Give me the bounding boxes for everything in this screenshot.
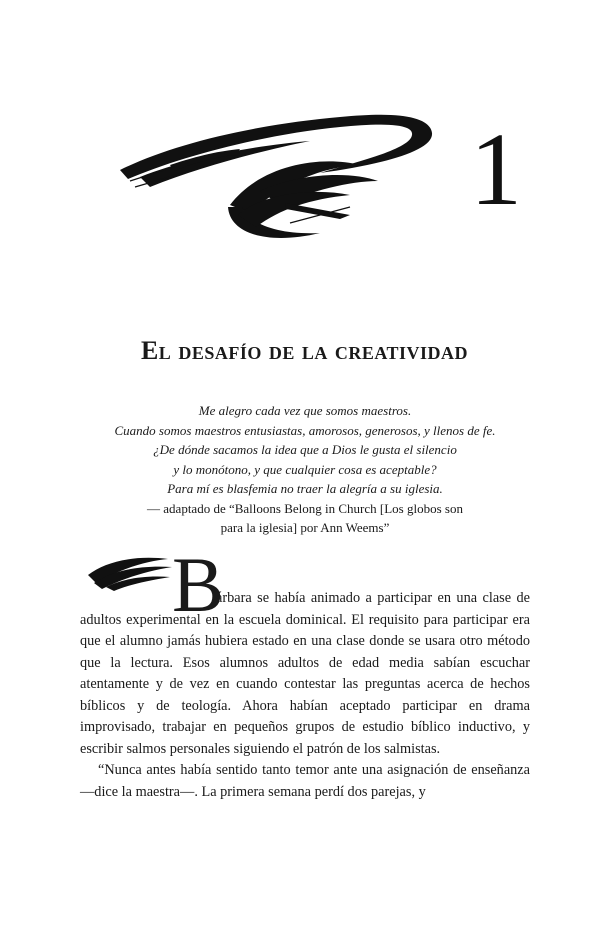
epigraph-line: Me alegro cada vez que somos maestros. — [198, 403, 412, 418]
paragraph-text: árbara se había animado a participar en una clase de adultos experimental en la escuela dominical. El requisito para participar era que el alumno jamás hubiera estado en una clase donde se usara otro método que la lectura. Esos alumnos adultos de edad media sabían escuchar atentamente y de vez en cuando contestar las preguntas acerca de hechos bíblicos y de teología. Ahora habían aceptado participar en drama improvisado, trabajar en pequeños grupos de estudio bíblico inductivo, y escribir salmos personales siguiendo el patrón de los salmistas. — [80, 590, 530, 757]
epigraph-line: Para mí es blasfemia no traer la alegría a su iglesia. — [167, 481, 443, 496]
body-paragraph — [80, 588, 530, 760]
chapter-number: 1 — [470, 112, 522, 227]
drop-cap: B — [172, 541, 225, 628]
epigraph-line: ¿De dónde sacamos la idea que a Dios le gusta el silencio — [153, 442, 457, 457]
epigraph — [110, 401, 500, 538]
brush-stroke-ornament — [110, 95, 460, 255]
epigraph-attribution: para la iglesia] por Ann Weems” — [220, 520, 390, 535]
epigraph-attribution: — adaptado de “Balloons Belong in Church [Los globos son — [147, 500, 463, 516]
epigraph-line: Cuando somos maestros entusiastas, amorosos, generosos, y llenos de fe. — [114, 422, 496, 438]
drop-cap-brush-ornament — [86, 553, 176, 593]
chapter-title: El desafío de la creatividad — [140, 336, 469, 365]
body-paragraph: “Nunca antes había sentido tanto temor ante una asignación de enseñanza —dice la maestra—. La primera semana perdí dos parejas, y — [80, 762, 530, 800]
epigraph-line: y lo monótono, y que cualquier cosa es aceptable? — [173, 461, 437, 477]
body-text — [80, 588, 530, 803]
